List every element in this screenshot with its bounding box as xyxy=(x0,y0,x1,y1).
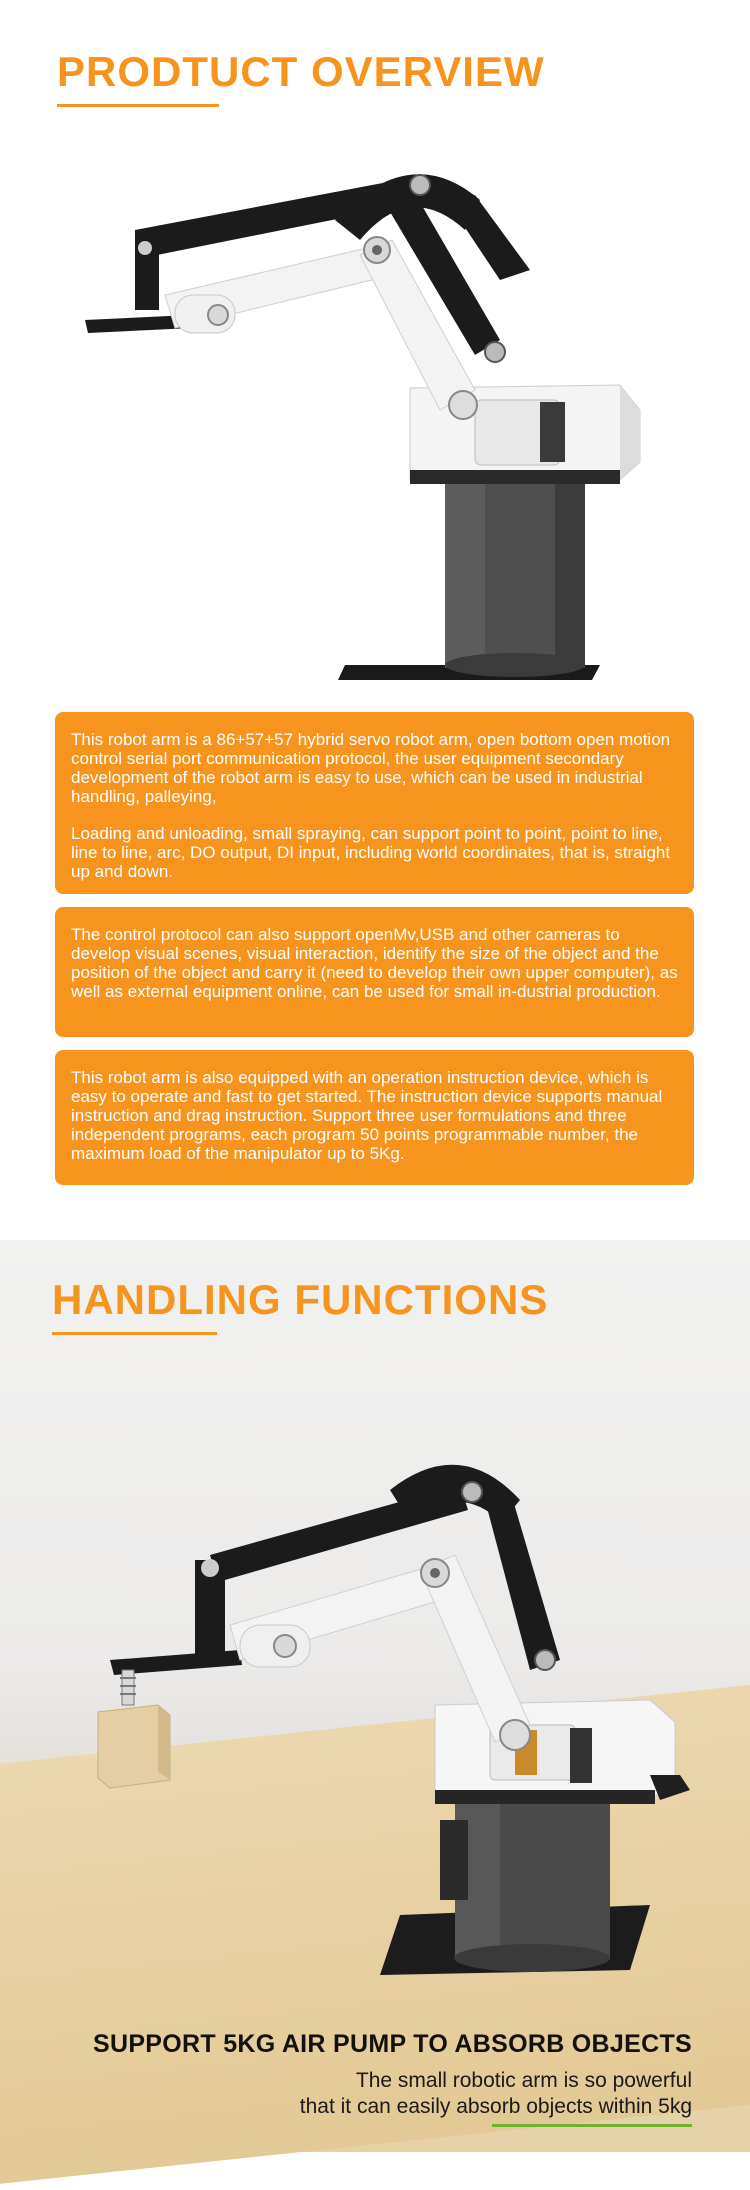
instruction-device-text: This robot arm is also equipped with an operation instruction device, which is easy to operate and fast to get started. The instruction device supports manual instruction and drag instruction. Support three user formulations and three independent programs, each program 50 points programmable number, the maximum load of the manipulator up to 5Kg. xyxy=(71,1068,663,1163)
caption-underline xyxy=(492,2124,692,2127)
instruction-device-box xyxy=(55,1050,694,1185)
overview-heading: PRODTUCT OVERVIEW xyxy=(57,48,545,95)
overview-heading-underline xyxy=(57,104,219,107)
control-protocol-box xyxy=(55,907,694,1037)
air-pump-caption-title: SUPPORT 5KG AIR PUMP TO ABSORB OBJECTS xyxy=(93,2030,692,2058)
handling-heading-underline xyxy=(52,1332,217,1335)
control-protocol-text: The control protocol can also support openMv,USB and other cameras to develop visual scenes, visual interaction, identify the size of the object and the position of the object and carry it (need to develop their own upper computer), as well as external equipment online, can be used for small in-dustrial production. xyxy=(71,925,678,1001)
air-pump-caption-line-2: that it can easily absorb objects within 5kg xyxy=(299,2095,692,2118)
handling-heading: HANDLING FUNCTIONS xyxy=(52,1276,549,1323)
robot-arm-lifting-block-image xyxy=(90,1460,690,1980)
overview-paragraph-2: Loading and unloading, small spraying, can support point to point, point to line, line to line, arc, DO output, DI input, including world coordinates, that is, straight up and down. xyxy=(71,824,671,881)
robot-arm-image xyxy=(80,160,650,690)
air-pump-caption-text xyxy=(300,2068,692,2120)
overview-description-box xyxy=(55,712,694,894)
overview-paragraph-1: This robot arm is a 86+57+57 hybrid servo robot arm, open bottom open motion control serial port communication protocol, the user equipment secondary development of the robot arm is easy to use, which can be used in industrial handling, palleying, xyxy=(71,730,671,806)
air-pump-caption-line-1: The small robotic arm is so powerful xyxy=(355,2069,692,2092)
